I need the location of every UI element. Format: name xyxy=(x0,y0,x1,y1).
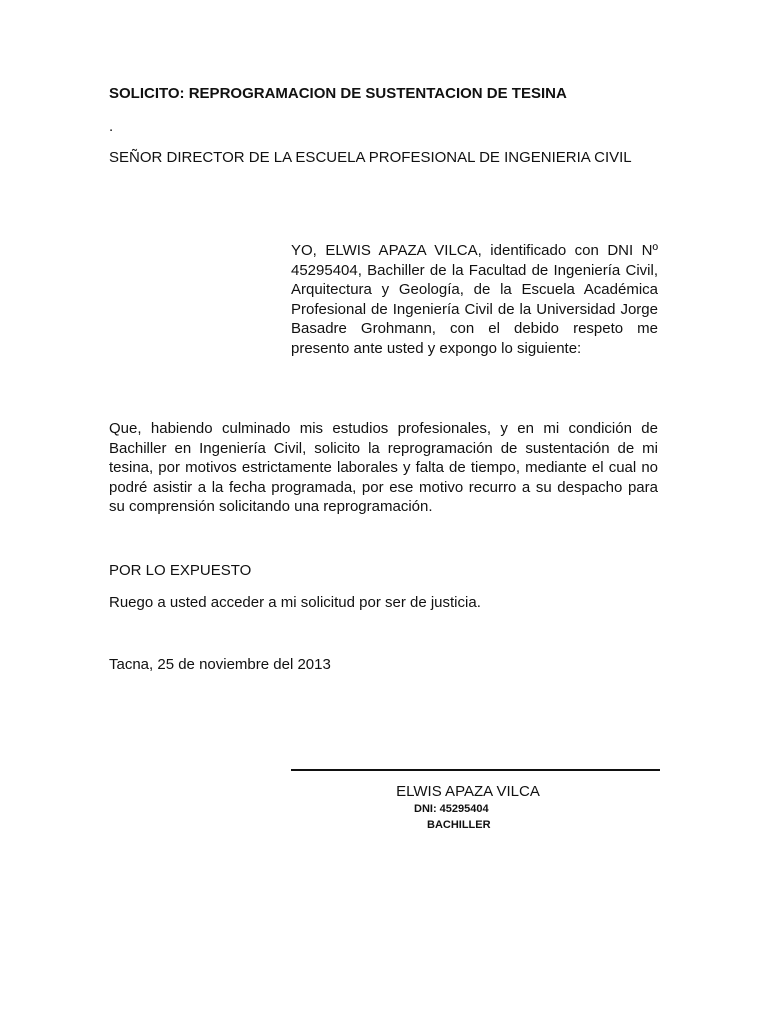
signatory-dni: DNI: 45295404 xyxy=(414,803,489,815)
subject-line: SOLICITO: REPROGRAMACION DE SUSTENTACION DE TESINA xyxy=(109,85,567,102)
addressee-line: SEÑOR DIRECTOR DE LA ESCUELA PROFESIONAL DE INGENIERIA CIVIL xyxy=(109,149,632,166)
closing-heading: POR LO EXPUESTO xyxy=(109,562,252,579)
signatory-role: BACHILLER xyxy=(427,819,491,831)
separator-dot: . xyxy=(109,118,114,135)
closing-request: Ruego a usted acceder a mi solicitud por ser de justicia. xyxy=(109,594,481,611)
intro-paragraph: YO, ELWIS APAZA VILCA, identificado con DNI Nº 45295404, Bachiller de la Facultad de Ingeniería Civil, Arquitectura y Geología, de la Escuela Académica Profesional de Ingeniería Civil de la Universidad Jorge Basadre Grohmann, con el debido respeto me presento ante usted y expongo lo siguiente: xyxy=(291,242,658,357)
place-date: Tacna, 25 de noviembre del 2013 xyxy=(109,656,331,673)
signatory-name: ELWIS APAZA VILCA xyxy=(396,783,540,800)
signature-line xyxy=(291,769,660,771)
body-paragraph: Que, habiendo culminado mis estudios profesionales, y en mi condición de Bachiller en Ingeniería Civil, solicito la reprogramación de sustentación de mi tesina, por motivos estrictamente laborales y falta de tiempo, mediante el cual no podré asistir a la fecha programada, por ese motivo recurro a su despacho para su comprensión solicitando una reprogramación. xyxy=(109,420,658,515)
